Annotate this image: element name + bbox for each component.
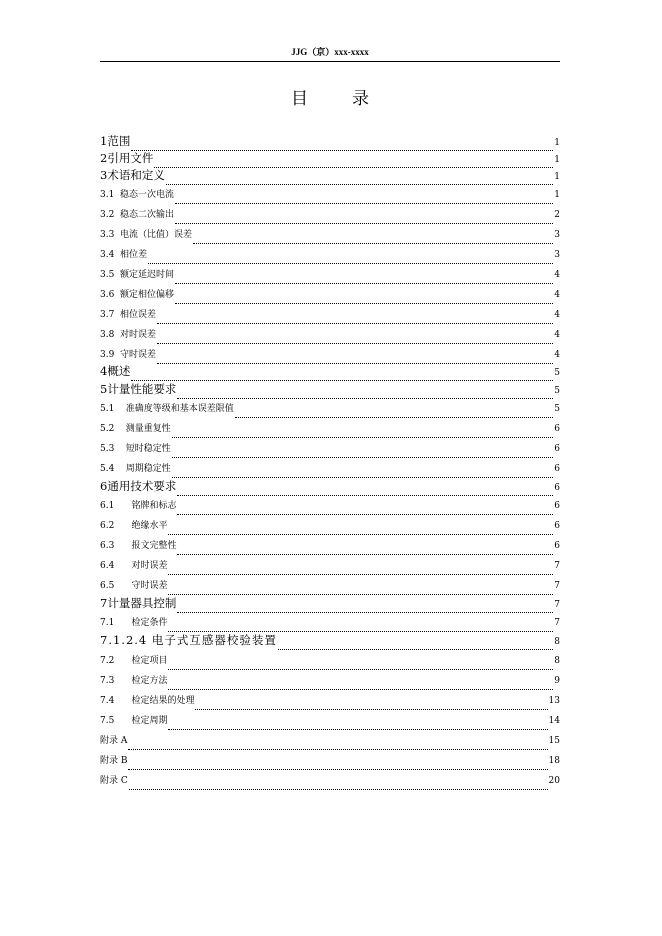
toc-dot-leader [168,660,553,670]
toc-entry-label: 4概述 [100,364,131,378]
toc-dot-leader [177,600,553,613]
toc-entry[interactable] [100,381,560,398]
toc-entry-label: 1范围 [100,134,131,148]
toc-dot-leader [154,155,553,168]
toc-dot-leader [235,408,553,418]
toc-entry-label: 7.1.2.4 电子式互感器校验装置 [100,633,277,647]
toc-entry[interactable] [100,672,560,691]
toc-dot-leader [195,700,547,710]
toc-entry[interactable] [100,712,560,731]
toc-dot-leader [168,720,547,730]
toc-dot-leader [177,386,553,399]
toc-dot-leader [168,585,553,595]
toc-entry-page-number: 9 [554,676,560,686]
toc-entry[interactable] [100,460,560,479]
toc-dot-leader [128,740,547,750]
toc-entry[interactable] [100,266,560,285]
toc-entry[interactable] [100,732,560,751]
toc-entry-label: 6.2 绝缘水平 [100,521,168,531]
toc-entry-label: 5计量性能要求 [100,382,177,396]
toc-entry-label: 附录 C [100,776,128,786]
running-header: JJG（京）xxx-xxxx [291,47,369,57]
toc-entry-label: 5.1 准确度等级和基本误差限值 [100,404,234,414]
toc-dot-leader [168,622,553,632]
toc-entry-label: 附录 B [100,756,128,766]
toc-entry-page-number: 5 [554,368,560,378]
toc-entry[interactable] [100,226,560,245]
toc-entry-page-number: 8 [554,656,560,666]
toc-entry[interactable] [100,246,560,265]
toc-dot-leader [177,545,553,555]
toc-dot-leader [157,334,553,344]
toc-entry-label: 3.6 额定相位偏移 [100,290,175,300]
toc-entry-label: 7.3 检定方法 [100,676,168,686]
toc-entry-page-number: 6 [554,483,560,493]
toc-entry-page-number: 4 [554,330,560,340]
toc-entry-label: 3.9 守时误差 [100,350,157,360]
toc-entry-page-number: 6 [554,464,560,474]
toc-entry-page-number: 13 [548,696,560,706]
toc-dot-leader [175,274,553,284]
toc-entry-label: 5.2 测量重复性 [100,424,171,434]
toc-entry-page-number: 4 [554,290,560,300]
toc-entry-label: 7计量器具控制 [100,596,177,610]
toc-entry-label: 7.2 检定项目 [100,656,168,666]
toc-entry-label: 7.1 检定条件 [100,618,168,628]
toc-entry-page-number: 1 [554,155,560,165]
toc-entry-label: 附录 A [100,736,128,746]
toc-entry[interactable] [100,595,560,612]
toc-entry[interactable] [100,150,560,167]
toc-dot-leader [157,314,553,324]
toc-entry[interactable] [100,497,560,516]
toc-entry-label: 2引用文件 [100,151,154,165]
toc-entry-page-number: 18 [548,756,560,766]
toc-dot-leader [175,194,553,204]
toc-entry[interactable] [100,206,560,225]
toc-dot-leader [175,294,553,304]
toc-entry[interactable] [100,632,560,649]
toc-dot-leader [168,525,553,535]
toc-dot-leader [175,214,553,224]
toc-entry-page-number: 7 [554,581,560,591]
toc-entry-page-number: 14 [548,716,560,726]
toc-entry-label: 3.2 稳态二次输出 [100,210,175,220]
toc-dot-leader [168,680,553,690]
toc-dot-leader [172,448,553,458]
toc-entry-page-number: 7 [554,561,560,571]
toc-entry-page-number: 6 [554,424,560,434]
toc-dot-leader [129,780,548,790]
toc-entry[interactable] [100,692,560,711]
toc-entry[interactable] [100,652,560,671]
toc-entry[interactable] [100,557,560,576]
toc-entry-page-number: 5 [554,386,560,396]
toc-entry[interactable] [100,537,560,556]
toc-entry-label: 3.8 对时误差 [100,330,157,340]
toc-dot-leader [131,368,553,381]
toc-dot-leader [172,468,553,478]
toc-entry-page-number: 1 [554,138,560,148]
toc-entry-label: 6.1 铭牌和标志 [100,501,177,511]
toc-entry[interactable] [100,614,560,633]
toc-entry[interactable] [100,440,560,459]
toc-entry-label: 3术语和定义 [100,168,165,182]
toc-entry-label: 3.3 电流（比值）误差 [100,230,193,240]
toc-entry-label: 6.4 对时误差 [100,561,168,571]
toc-entry-page-number: 5 [554,404,560,414]
header-rule [100,61,560,62]
toc-dot-leader [193,234,553,244]
toc-entry[interactable] [100,752,560,771]
toc-entry-label: 6通用技术要求 [100,479,177,493]
toc-dot-leader [172,428,553,438]
toc-entry-label: 3.7 相位误差 [100,310,157,320]
toc-entry-page-number: 3 [554,230,560,240]
toc-entry[interactable] [100,326,560,345]
toc-entry[interactable] [100,400,560,419]
toc-entry-page-number: 15 [548,736,560,746]
toc-entry[interactable] [100,133,560,150]
toc-entry-page-number: 6 [554,501,560,511]
toc-entry-page-number: 6 [554,444,560,454]
toc-entry-page-number: 3 [554,250,560,260]
toc-entry-label: 6.5 守时误差 [100,581,168,591]
toc-entry[interactable] [100,517,560,536]
toc-dot-leader [278,637,553,650]
toc-dot-leader [166,172,553,185]
toc-entry-page-number: 1 [554,172,560,182]
toc-entry[interactable] [100,167,560,184]
toc-entry[interactable] [100,306,560,325]
toc-entry-page-number: 4 [554,350,560,360]
toc-entry[interactable] [100,577,560,596]
toc-entry[interactable] [100,186,560,205]
toc-entry-label: 7.5 检定周期 [100,716,168,726]
toc-entry-page-number: 4 [554,270,560,280]
toc-entry-page-number: 7 [554,618,560,628]
toc-dot-leader [157,354,553,364]
toc-entry-page-number: 8 [554,637,560,647]
toc-entry-label: 6.3 报文完整性 [100,541,177,551]
toc-dot-leader [148,254,553,264]
toc-dot-leader [177,483,553,496]
toc-entry[interactable] [100,478,560,495]
toc-entry-label: 7.4 检定结果的处理 [100,696,195,706]
toc-dot-leader [128,760,547,770]
toc-entry[interactable] [100,286,560,305]
toc-entry-page-number: 1 [554,190,560,200]
toc-entry-page-number: 7 [554,600,560,610]
toc-title: 目录 [291,89,413,109]
toc-entry-page-number: 2 [554,210,560,220]
toc-entry-page-number: 4 [554,310,560,320]
toc-entry-page-number: 20 [548,776,560,786]
toc-entry[interactable] [100,363,560,380]
toc-entry-label: 5.4 周期稳定性 [100,464,171,474]
toc-entry-page-number: 6 [554,541,560,551]
toc-dot-leader [168,565,553,575]
toc-entry-label: 3.4 相位差 [100,250,148,260]
toc-entry-label: 3.5 额定延迟时间 [100,270,175,280]
toc-dot-leader [131,138,553,151]
toc-entry-page-number: 6 [554,521,560,531]
toc-entry[interactable] [100,420,560,439]
toc-entry-label: 5.3 短时稳定性 [100,444,171,454]
toc-entry[interactable] [100,772,560,791]
toc-entry-label: 3.1 稳态一次电流 [100,190,175,200]
toc-dot-leader [177,505,553,515]
